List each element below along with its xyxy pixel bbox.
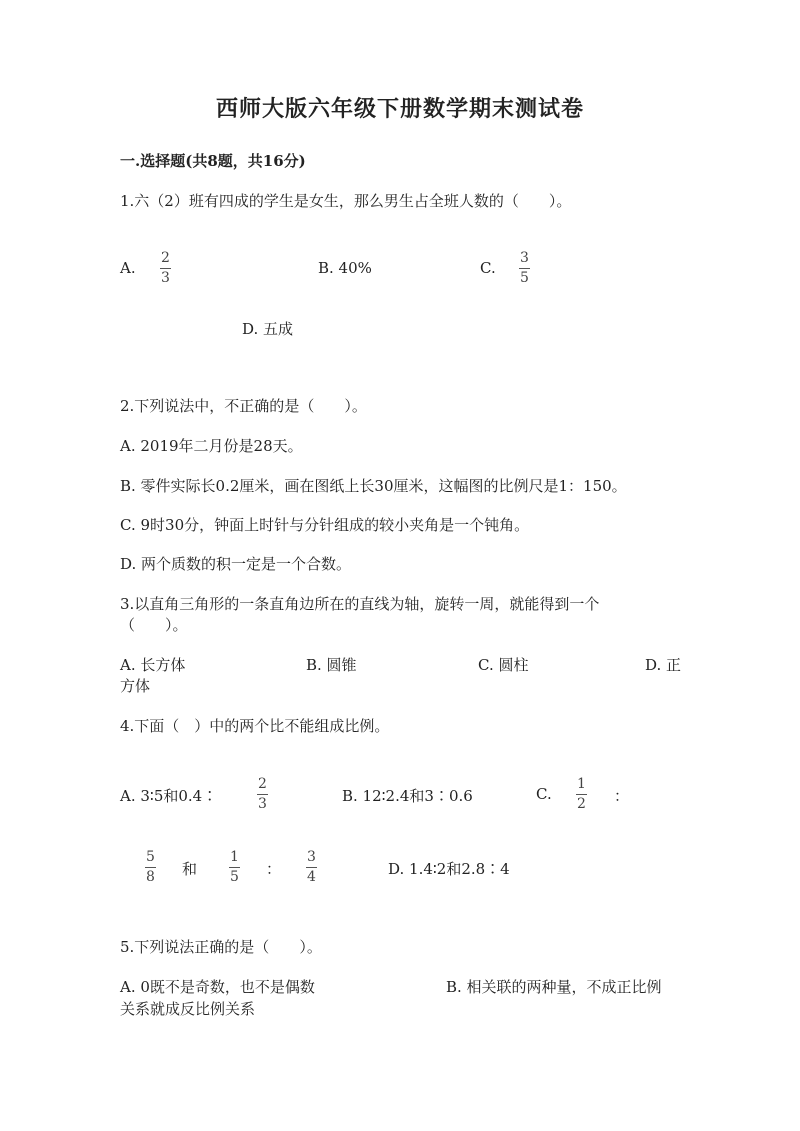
q1-option-a-label: A. — [120, 259, 136, 277]
question-1-stem: 1.六（2）班有四成的学生是女生，那么男生占全班人数的（ ）。 — [120, 192, 572, 210]
q1-option-c-fraction — [519, 251, 530, 285]
question-4-stem: 4.下面（ ）中的两个比不能组成比例。 — [120, 717, 390, 735]
q4-colon: ： — [614, 787, 630, 805]
fraction-denominator: 5 — [230, 868, 239, 885]
question-5-stem: 5.下列说法正确的是（ ）。 — [120, 938, 322, 956]
fraction-denominator: 5 — [520, 269, 529, 286]
fraction-bar — [519, 268, 530, 269]
fraction-numerator: 5 — [146, 849, 155, 865]
fraction-bar — [576, 794, 587, 795]
fraction-bar — [160, 268, 171, 269]
q4-option-c-label: C. — [536, 785, 552, 803]
q4-option-a-fraction — [257, 777, 268, 811]
fraction-denominator: 8 — [146, 868, 155, 885]
q3-option-d-cont: 方体 — [120, 677, 151, 695]
q1-option-a-fraction — [160, 251, 171, 285]
fraction-numerator: 3 — [307, 849, 316, 865]
fraction-numerator: 3 — [520, 250, 529, 266]
q5-option-b: B. 相关联的两种量，不成正比例 — [446, 978, 662, 996]
fraction-bar — [306, 867, 317, 868]
fraction-bar — [145, 867, 156, 868]
q1-option-c-label: C. — [480, 259, 496, 277]
fraction-bar — [229, 867, 240, 868]
q1-option-b: B. 40% — [318, 259, 372, 277]
q4-option-c-fraction-3 — [229, 850, 240, 884]
q2-option-a: A. 2019年二月份是28天。 — [120, 437, 303, 455]
fraction-numerator: 1 — [230, 849, 239, 865]
fraction-numerator: 2 — [258, 776, 267, 792]
q4-option-d: D. 1.4∶2和2.8∶4 — [388, 860, 510, 878]
page-title: 西师大版六年级下册数学期末测试卷 — [215, 96, 584, 122]
q3-option-c: C. 圆柱 — [478, 656, 529, 674]
q4-colon-2: ： — [266, 860, 282, 878]
fraction-bar — [257, 794, 268, 795]
fraction-denominator: 4 — [307, 868, 316, 885]
section-heading: 一.选择题(共8题，共16分) — [120, 152, 306, 170]
fraction-denominator: 3 — [258, 795, 267, 812]
q5-option-b-cont: 关系就成反比例关系 — [120, 1000, 256, 1018]
q1-option-d: D. 五成 — [242, 320, 294, 338]
question-2-stem: 2.下列说法中，不正确的是（ ）。 — [120, 397, 367, 415]
q5-option-a: A. 0既不是奇数，也不是偶数 — [120, 978, 315, 996]
q3-option-d: D. 正 — [645, 656, 682, 674]
question-3-stem: 3.以直角三角形的一条直角边所在的直线为轴，旋转一周，就能得到一个 — [120, 595, 600, 613]
q4-option-b: B. 12∶2.4和3∶0.6 — [342, 787, 473, 805]
q3-option-b: B. 圆锥 — [306, 656, 357, 674]
q4-and: 和 — [182, 860, 198, 878]
q4-option-c-fraction-4 — [306, 850, 317, 884]
q2-option-b: B. 零件实际长0.2厘米，画在图纸上长30厘米，这幅图的比例尺是1：150。 — [120, 477, 627, 495]
fraction-numerator: 1 — [577, 776, 586, 792]
q4-option-c-fraction-2 — [145, 850, 156, 884]
fraction-denominator: 3 — [161, 269, 170, 286]
fraction-denominator: 2 — [577, 795, 586, 812]
q2-option-d: D. 两个质数的积一定是一个合数。 — [120, 555, 352, 573]
q4-option-c-fraction-1 — [576, 777, 587, 811]
fraction-numerator: 2 — [161, 250, 170, 266]
q3-option-a: A. 长方体 — [120, 656, 186, 674]
question-3-stem-cont: （ ）。 — [120, 616, 188, 634]
q2-option-c: C. 9时30分，钟面上时针与分针组成的较小夹角是一个钝角。 — [120, 516, 530, 534]
q4-option-a-text: A. 3∶5和0.4∶ — [120, 787, 218, 805]
